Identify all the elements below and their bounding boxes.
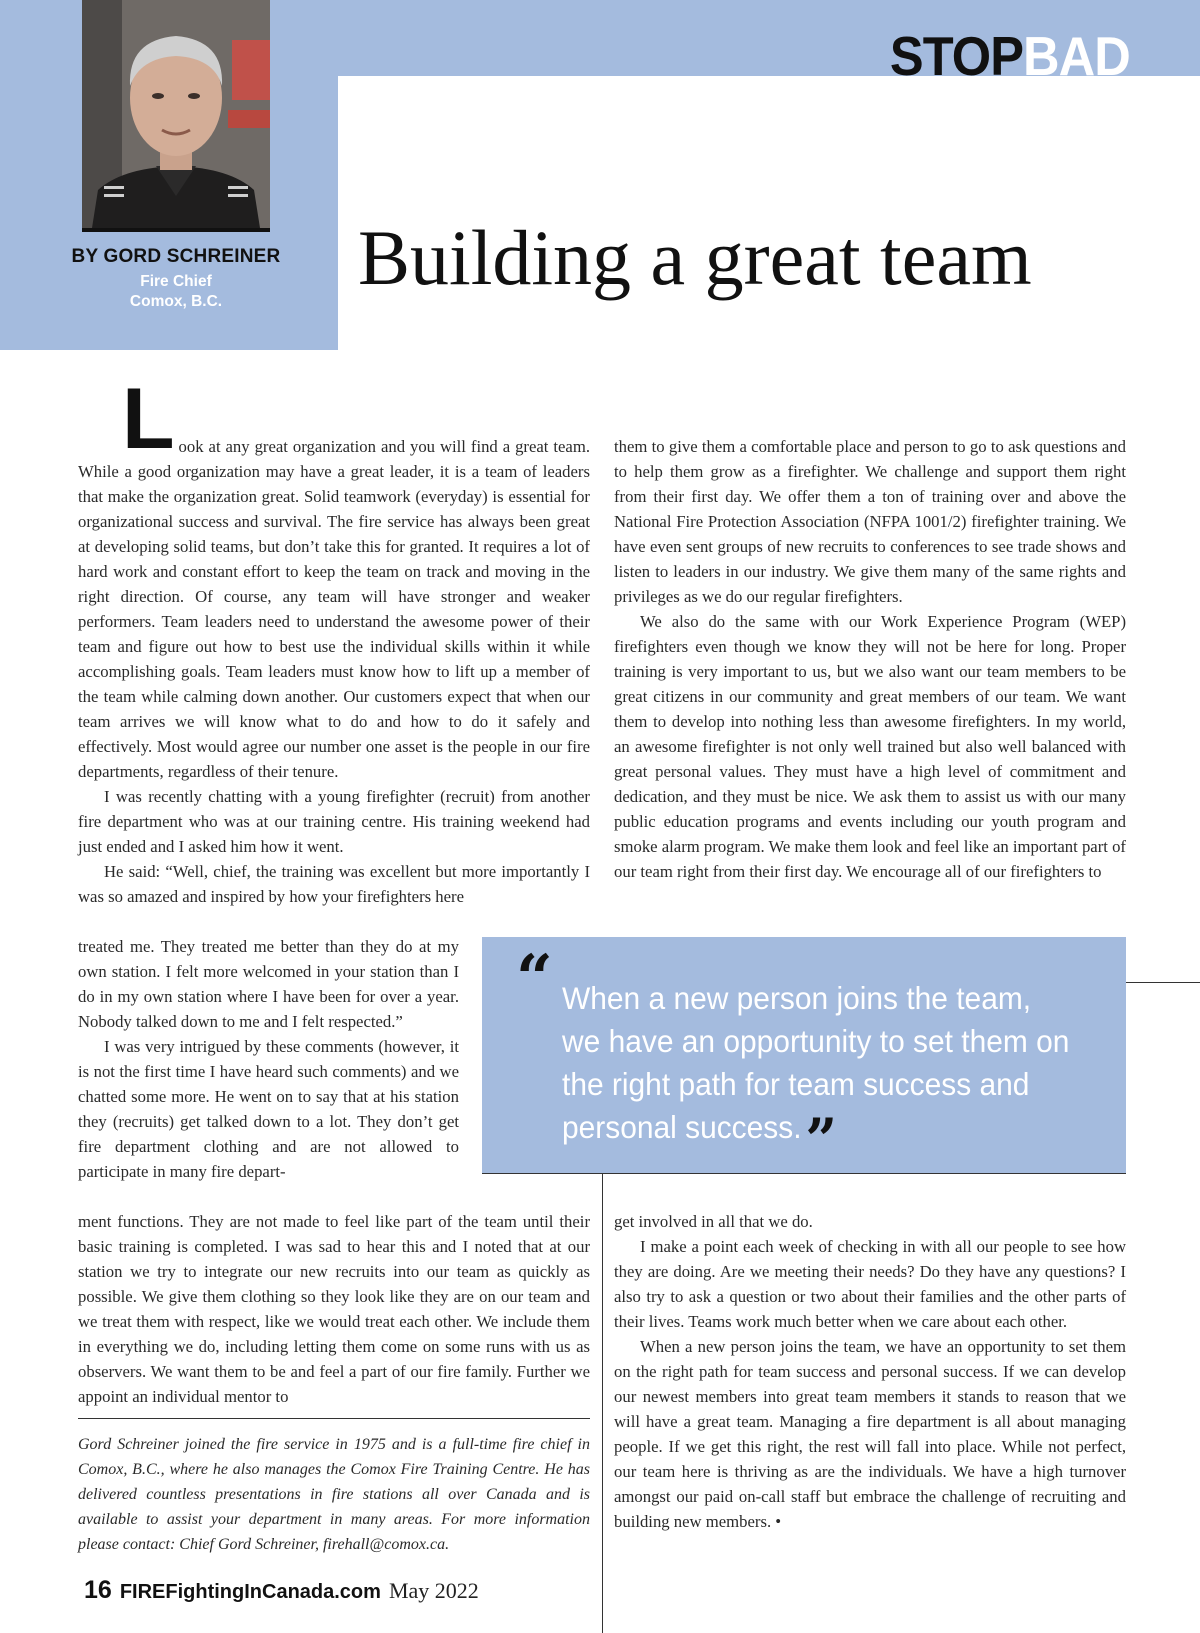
paragraph-7: When a new person joins the team, we have an opportunity to set them on the right path for team success and personal success. If we can develop our newest members into great team members it stands to reason that we will have a great team. Managing a fire department is all about managing people. If we get this right, the rest will fall into place. While not perfect, our team here is thriving as are the individuals. We have a high turnover amongst our paid on-call staff but embrace the challenge of recruiting and building new members. • — [614, 1337, 1126, 1531]
open-quote-mark: “ — [516, 941, 553, 1016]
close-quote-mark: ” — [805, 1106, 838, 1174]
paragraph-5-end: get involved in all that we do. — [614, 1212, 813, 1231]
footer-site: FIREFightingInCanada.com — [119, 1581, 381, 1603]
paragraph-3-end: treated me. They treated me better than they do at my own station. I felt more welcomed in your station than I do in my own station where I have been for over a year. Nobody talked down to me and I felt respected.” — [78, 937, 459, 1031]
author-location: Comox, B.C. — [129, 293, 223, 310]
author-bio: Gord Schreiner joined the fire service in 1975 and is a full-time fire chief in Comox, B.C., where he also manages the Comox Fire Training Centre. He has delivered countless presentations in fire stations all over Canada and is available to assist your department in many areas. For more information please contact: Chief Gord Schreiner, firehall@comox.ca. — [78, 1436, 590, 1553]
section-label — [890, 26, 1130, 86]
column-left-bottom — [78, 1209, 590, 1409]
page-footer — [84, 1576, 479, 1605]
paragraph-1-text: ook at any great organization and you will find a great team. While a good organization may have a great leader, it is a team of leaders that make the organization great. Solid teamwork (everyday) is essential for organizational success and survival. The fire service has always been great at developing solid teams, but don’t take this for granted. It requires a lot of hard work and constant effort to keep the team on track and moving in the right direction. Of course, any team will have stronger and weaker performers. Team leaders need to understand the awesome power of their team and figure out how to best use the individual skills within it while accomplishing goals. Team leaders must know how to lift up a member of the team while calming down another. Our customers expect that when our team arrives we will know what to do and how to do it safely and effectively. Most would agree our number one asset is the people in our fire departments, regardless of their tenure. — [78, 437, 590, 781]
pull-quote-rule — [1126, 982, 1200, 983]
issue-date: May 2022 — [388, 1578, 479, 1603]
column-right-bottom — [614, 1209, 1126, 1534]
paragraph-1 — [78, 371, 590, 784]
paragraph-6: I make a point each week of checking in with all our people to see how they are doing. Are we meeting their needs? Do they have any questions? I also try to ask a question or two about their families and the other parts of their lives. Teams work much better when we care about each other. — [614, 1237, 1126, 1331]
column-left-middle — [78, 934, 459, 1184]
author-name: BY GORD SCHREINER — [71, 246, 281, 267]
paragraph-3-start: He said: “Well, chief, the training was excellent but more importantly I was so amazed and inspired by how your firefighters here — [78, 862, 590, 906]
paragraph-4-end: them to give them a comfortable place and person to go to ask questions and to help them grow as a firefighter. We challenge and support them right from their first day. We offer them a ton of training over and above the National Fire Protection Association (NFPA 1001/2) firefighter training. We have even sent groups of new recruits to conferences to see trade shows and listen to leaders in our industry. We give them many of the same rights and privileges as we do our regular firefighters. — [614, 437, 1126, 606]
column-divider — [602, 1173, 603, 1633]
paragraph-5-start: We also do the same with our Work Experience Program (WEP) firefighters even though we know they will not be here for long. Proper training is very important to us, but we also want our team members to be great citizens in our community and great members of our team. We want them to develop into nothing less than awesome firefighters. In my world, an awesome firefighter is not only well trained but also well balanced with great personal values. They must have a high level of commitment and dedication, and they must be nice. We ask them to assist us with our many public education programs and events including our youth program and smoke alarm program. We make them look and feel like an important part of our team right from their first day. We encourage all of our firefighters to — [614, 612, 1126, 881]
column-left-top — [78, 371, 590, 909]
pull-quote — [482, 937, 1126, 1174]
paragraph-2: I was recently chatting with a young firefighter (recruit) from another fire department who was at our training centre. His training weekend had just ended and I asked him how it went. — [78, 787, 590, 856]
author-photo — [82, 0, 270, 232]
bio-divider — [78, 1418, 590, 1419]
section-label-bad: BAD — [1023, 25, 1130, 87]
section-label-stop: STOP — [889, 25, 1024, 87]
author-title: Fire Chief — [140, 273, 212, 290]
pull-quote-body — [562, 977, 1075, 1174]
author-portrait-image — [82, 0, 270, 228]
paragraph-4-start: I was very intrigued by these comments (however, it is not the first time I have heard such comments) and we chatted some more. He went on to say that at his station they (recruits) get talked down to a lot. They don’t get fire department clothing and are not allowed to participate in many fire depart- — [78, 1037, 459, 1181]
page-number: 16 — [84, 1576, 112, 1604]
paragraph-4-continued: ment functions. They are not made to feel like part of the team until their basic training is completed. I was sad to hear this and I noted that at our station we try to integrate our new recruits into our team as quickly as possible. We give them clothing so they look like they are on our team and we treat them with respect, like we would treat each other. We include them in everything we do, including letting them come on some runs with us as observers. We want them to be and feel a part of our fire family. Further we appoint an individual mentor to — [78, 1212, 590, 1406]
pull-quote-text: When a new person joins the team, we have an opportunity to set them on the right path for team success and personal success. — [562, 980, 1070, 1145]
article-headline: Building a great team — [358, 214, 1032, 301]
drop-cap: L — [122, 371, 175, 467]
byline — [60, 246, 292, 312]
column-right-top — [614, 434, 1126, 884]
